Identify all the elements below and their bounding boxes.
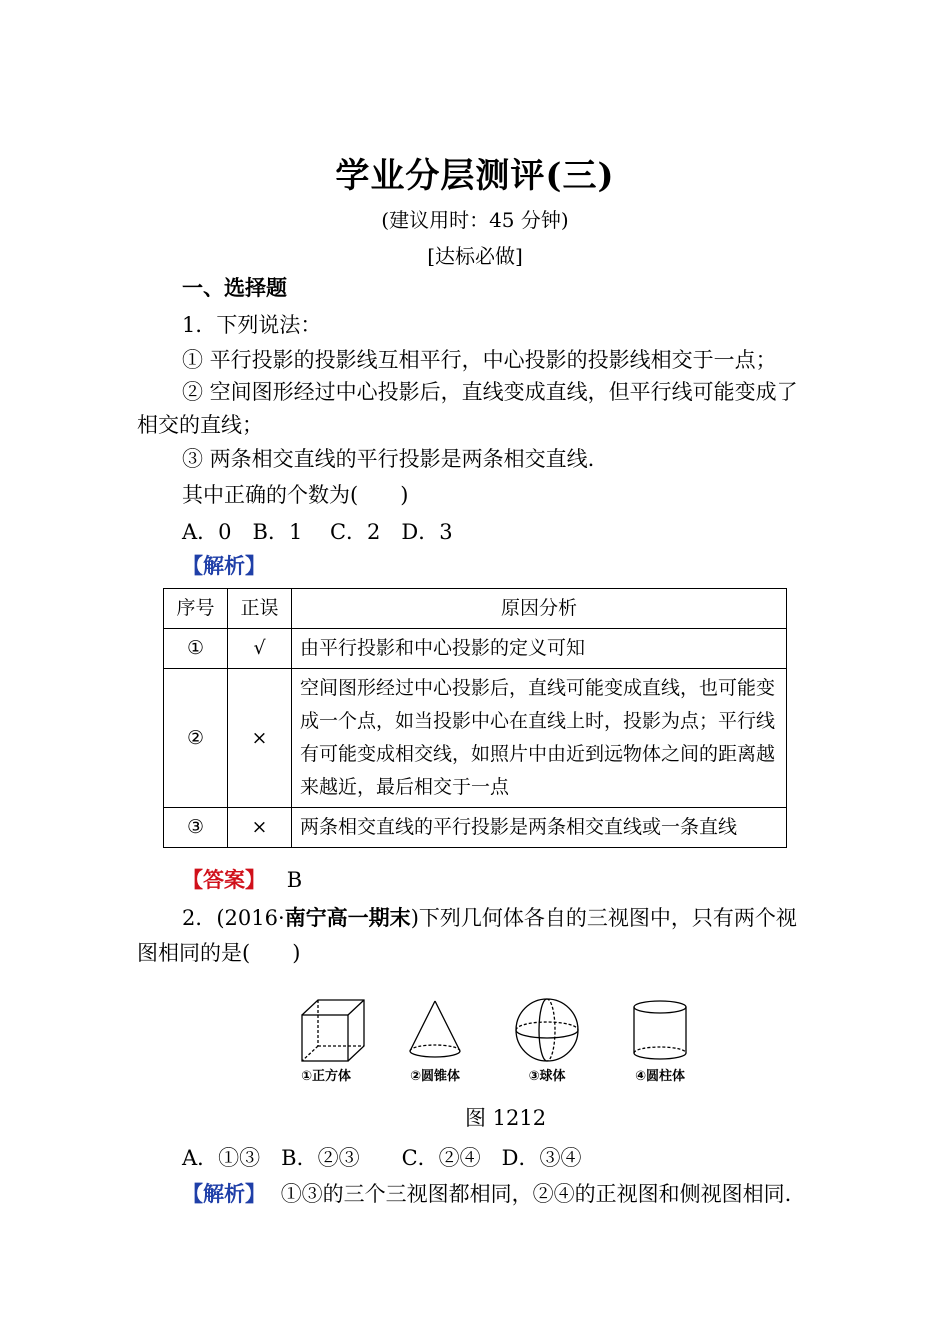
- page-title: 学业分层测评(三): [335, 156, 615, 196]
- solids-figure: [290, 995, 710, 1095]
- answer-label: 【答案】: [182, 867, 266, 892]
- q1-statement-2b: 相交的直线；: [137, 413, 263, 437]
- answer-value: B: [286, 868, 303, 892]
- figure-label: 图 1212: [465, 1106, 547, 1130]
- table-header-row: [164, 589, 787, 629]
- table-row: [164, 808, 787, 848]
- q2-stem-line-1: [182, 903, 797, 933]
- row-reason: 空间图形经过中心投影后，直线可能变成直线，也可能变成一个点，如当投影中心在直线上时，投影为点；平行线有可能变成相交线，如照片中由近到远物体之间的距离越来越近，最后相交于一点: [292, 669, 787, 808]
- q1-answer: [182, 865, 302, 895]
- q1-options: A．0 B．1 C．2 D．3: [182, 520, 453, 544]
- q1-statement-3: ③ 两条相交直线的平行投影是两条相交直线.: [182, 447, 595, 471]
- section-heading: 一、选择题: [182, 275, 287, 300]
- header-correctness: 正误: [228, 589, 292, 629]
- q1-question: 其中正确的个数为( ): [182, 483, 409, 507]
- q2-number: 2．(2016·: [182, 906, 285, 930]
- header-reason: 原因分析: [292, 589, 787, 629]
- row-reason: 由平行投影和中心投影的定义可知: [292, 629, 787, 669]
- cone-drawing: [410, 1001, 460, 1057]
- row-number: ③: [164, 808, 228, 848]
- row-mark: ×: [228, 669, 292, 808]
- caption-sphere: ③球体: [528, 1069, 566, 1084]
- q1-statement-1: ① 平行投影的投影线互相平行，中心投影的投影线相交于一点；: [182, 348, 777, 372]
- q2-analysis-text: ①③的三个三视图都相同，②④的正视图和侧视图相同.: [280, 1182, 792, 1206]
- cylinder-drawing: [634, 1001, 686, 1059]
- q2-stem-line-2: 图相同的是( ): [137, 941, 301, 965]
- table-row: [164, 629, 787, 669]
- row-mark: ×: [228, 808, 292, 848]
- q1-stem: 1．下列说法：: [182, 313, 322, 337]
- q1-statement-2a: ② 空间图形经过中心投影后，直线变成直线，但平行线可能变成了: [182, 380, 798, 404]
- q2-analysis-label: 【解析】: [182, 1181, 266, 1206]
- cube-drawing: [302, 1000, 364, 1061]
- section-tag: [达标必做]: [427, 244, 523, 268]
- row-mark: √: [228, 629, 292, 669]
- caption-cone: ②圆锥体: [409, 1069, 461, 1084]
- q2-options: A．①③ B．②③ C．②④ D．③④: [182, 1146, 582, 1170]
- row-reason: 两条相交直线的平行投影是两条相交直线或一条直线: [292, 808, 787, 848]
- time-note: (建议用时：45 分钟): [381, 208, 569, 232]
- row-number: ①: [164, 629, 228, 669]
- q2-source: 南宁高一期末: [284, 905, 411, 930]
- table-row: [164, 669, 787, 808]
- sphere-drawing: [516, 999, 578, 1061]
- caption-cube: ①正方体: [300, 1069, 352, 1084]
- header-number: 序号: [164, 589, 228, 629]
- analysis-table: [163, 588, 787, 848]
- row-number: ②: [164, 669, 228, 808]
- caption-cylinder: ④圆柱体: [634, 1069, 686, 1084]
- q2-analysis: [182, 1179, 791, 1209]
- q2-stem: )下列几何体各自的三视图中，只有两个视: [410, 906, 797, 930]
- q1-analysis-label: 【解析】: [182, 553, 266, 578]
